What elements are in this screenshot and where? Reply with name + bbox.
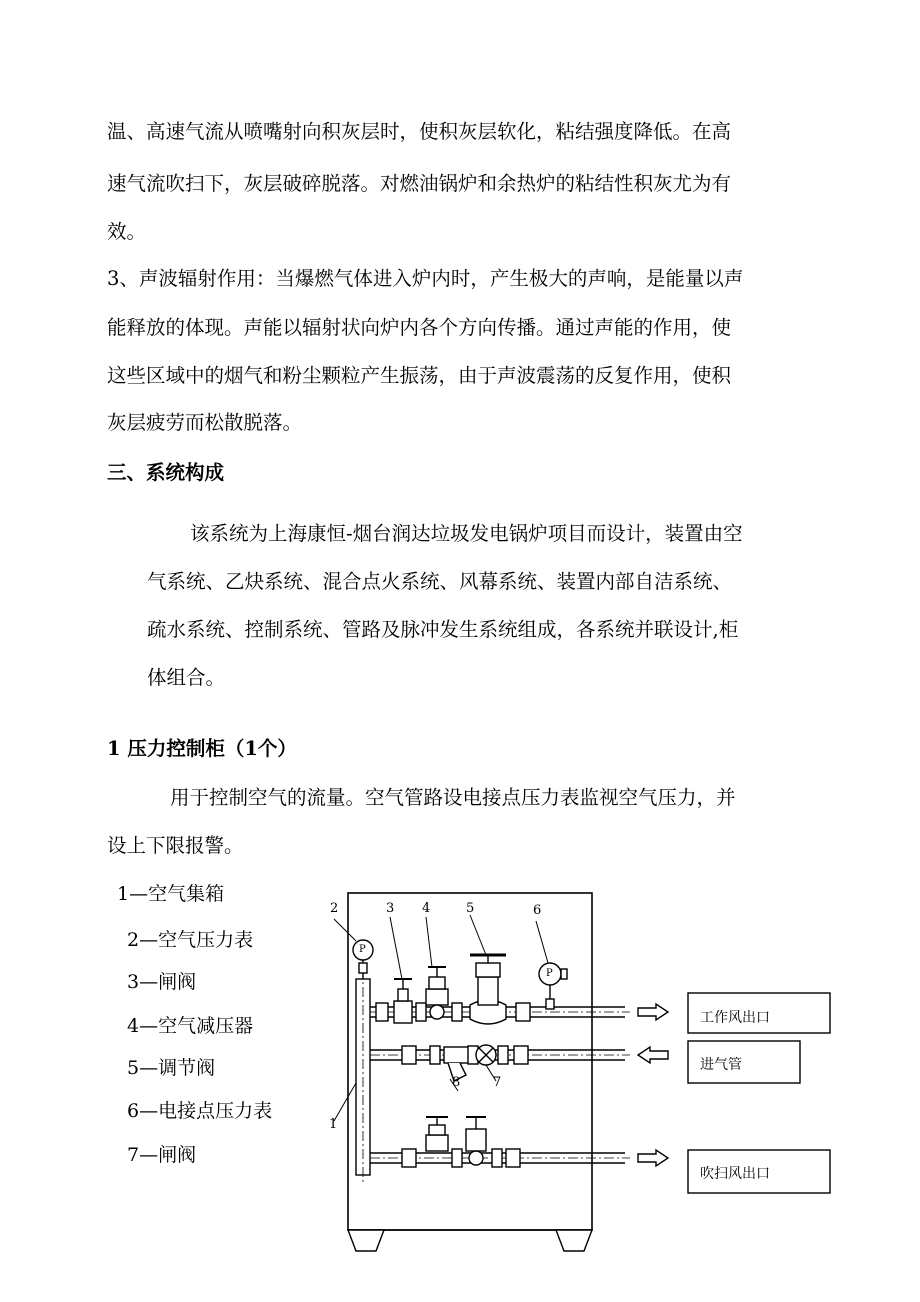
callout-6-leader	[536, 921, 548, 963]
paragraph-3-line-1: 该系统为上海康恒-烟台润达垃圾发电锅炉项目而设计，装置由空	[190, 522, 743, 545]
reducer-4-body	[426, 989, 448, 1005]
callout-3-label: 3	[386, 901, 395, 916]
cabinet-right-foot	[556, 1230, 592, 1251]
legend-item-2: 2—空气压力表	[127, 929, 254, 951]
work-air-outlet-arrow-icon	[638, 1004, 668, 1020]
paragraph-4-line-2: 设上下限报警。	[107, 834, 244, 857]
paragraph-1-line-3: 效。	[107, 220, 147, 243]
gauge-2-socket	[359, 963, 367, 973]
gate-valve-3-body	[394, 1001, 412, 1023]
lower-fitting-b	[452, 1149, 462, 1167]
upper-fitting-b	[416, 1003, 426, 1021]
paragraph-1-line-2: 速气流吹扫下，灰层破碎脱落。对燃油锅炉和余热炉的粘结性积灰尤为有	[107, 172, 732, 195]
paragraph-3-line-3: 疏水系统、控制系统、管路及脉冲发生系统组成，各系统并联设计,柜	[147, 618, 739, 641]
lower-fitting-c	[492, 1149, 502, 1167]
inlet-arrow-icon	[638, 1047, 668, 1063]
upper-fitting-c	[452, 1003, 462, 1021]
cabinet-left-foot	[348, 1230, 384, 1251]
callout-6-label: 6	[533, 903, 542, 918]
paragraph-1-line-1: 温、高速气流从喷嘴射向积灰层时，使积灰层软化，粘结强度降低。在高	[107, 120, 732, 143]
pressure-cabinet-diagram	[320, 885, 840, 1260]
legend-item-6: 6—电接点压力表	[127, 1100, 273, 1122]
regulating-valve-5-actuator	[476, 963, 500, 977]
callout-4-label: 4	[422, 901, 431, 916]
legend-item-1: 1—空气集箱	[117, 883, 225, 905]
regulating-valve-5-bonnet	[478, 977, 498, 1005]
paragraph-3-line-4: 体组合。	[147, 666, 226, 689]
lower-fitting-d	[506, 1149, 520, 1167]
purge-outlet-arrow-icon	[638, 1150, 668, 1166]
paragraph-4-line-1: 用于控制空气的流量。空气管路设电接点压力表监视空气压力，并	[170, 786, 736, 809]
legend-item-3: 3—闸阀	[127, 971, 197, 993]
upper-fitting-a	[376, 1003, 388, 1021]
gate-valve-3-bonnet	[398, 989, 408, 1001]
callout-1-leader	[334, 1083, 356, 1121]
callout-1-label: 1	[329, 1117, 338, 1132]
paragraph-2-line-4: 灰层疲劳而松散脱落。	[107, 411, 303, 434]
paragraph-2-line-2: 能释放的体现。声能以辐射状向炉内各个方向传播。通过声能的作用，使	[107, 316, 732, 339]
paragraph-2-line-3: 这些区域中的烟气和粉尘颗粒产生振荡，由于声波震荡的反复作用，使积	[107, 364, 732, 387]
callout-4-leader	[426, 917, 432, 967]
gauge-6-letter: P	[546, 968, 553, 979]
inlet-label: 进气管	[700, 1057, 742, 1073]
callout-3-leader	[390, 917, 402, 979]
lower-valve-bonnet	[466, 1129, 486, 1151]
subsection-title: 1 压力控制柜（1个）	[107, 737, 297, 760]
gauge-2-letter: P	[359, 944, 366, 955]
purge-outlet-label: 吹扫风出口	[700, 1166, 770, 1182]
gauge-6-contact-box	[561, 969, 567, 979]
lower-reducer-body	[426, 1135, 448, 1151]
gauge-6-tee	[546, 999, 554, 1009]
callout-5-leader	[470, 915, 486, 955]
paragraph-2-line-1: 3、声波辐射作用：当爆燃气体进入炉内时，产生极大的声响，是能量以声	[107, 267, 744, 290]
middle-fitting-b	[430, 1046, 440, 1064]
reducer-4-cap	[429, 977, 445, 989]
callout-2-label: 2	[330, 901, 339, 916]
middle-fitting-a	[402, 1046, 416, 1064]
lower-fitting-a	[402, 1149, 416, 1167]
lower-reducer-cap	[429, 1125, 445, 1135]
legend-item-4: 4—空气减压器	[127, 1015, 254, 1037]
section-title: 三、系统构成	[107, 461, 225, 484]
lower-valve-port	[469, 1151, 483, 1165]
callout-5-label: 5	[466, 901, 475, 916]
callout-2-leader	[334, 919, 356, 941]
legend-item-5: 5—调节阀	[127, 1057, 216, 1079]
upper-fitting-d	[516, 1003, 530, 1021]
reducer-4-port	[430, 1005, 444, 1019]
middle-fitting-e	[514, 1046, 528, 1064]
middle-fitting-d	[498, 1046, 508, 1064]
callout-8-label: 8	[452, 1075, 461, 1090]
paragraph-3-line-2: 气系统、乙炔系统、混合点火系统、风幕系统、装置内部自洁系统、	[147, 570, 733, 593]
legend-item-7: 7—闸阀	[127, 1144, 197, 1166]
callout-7-label: 7	[493, 1075, 502, 1090]
work-air-outlet-label: 工作风出口	[700, 1010, 770, 1026]
